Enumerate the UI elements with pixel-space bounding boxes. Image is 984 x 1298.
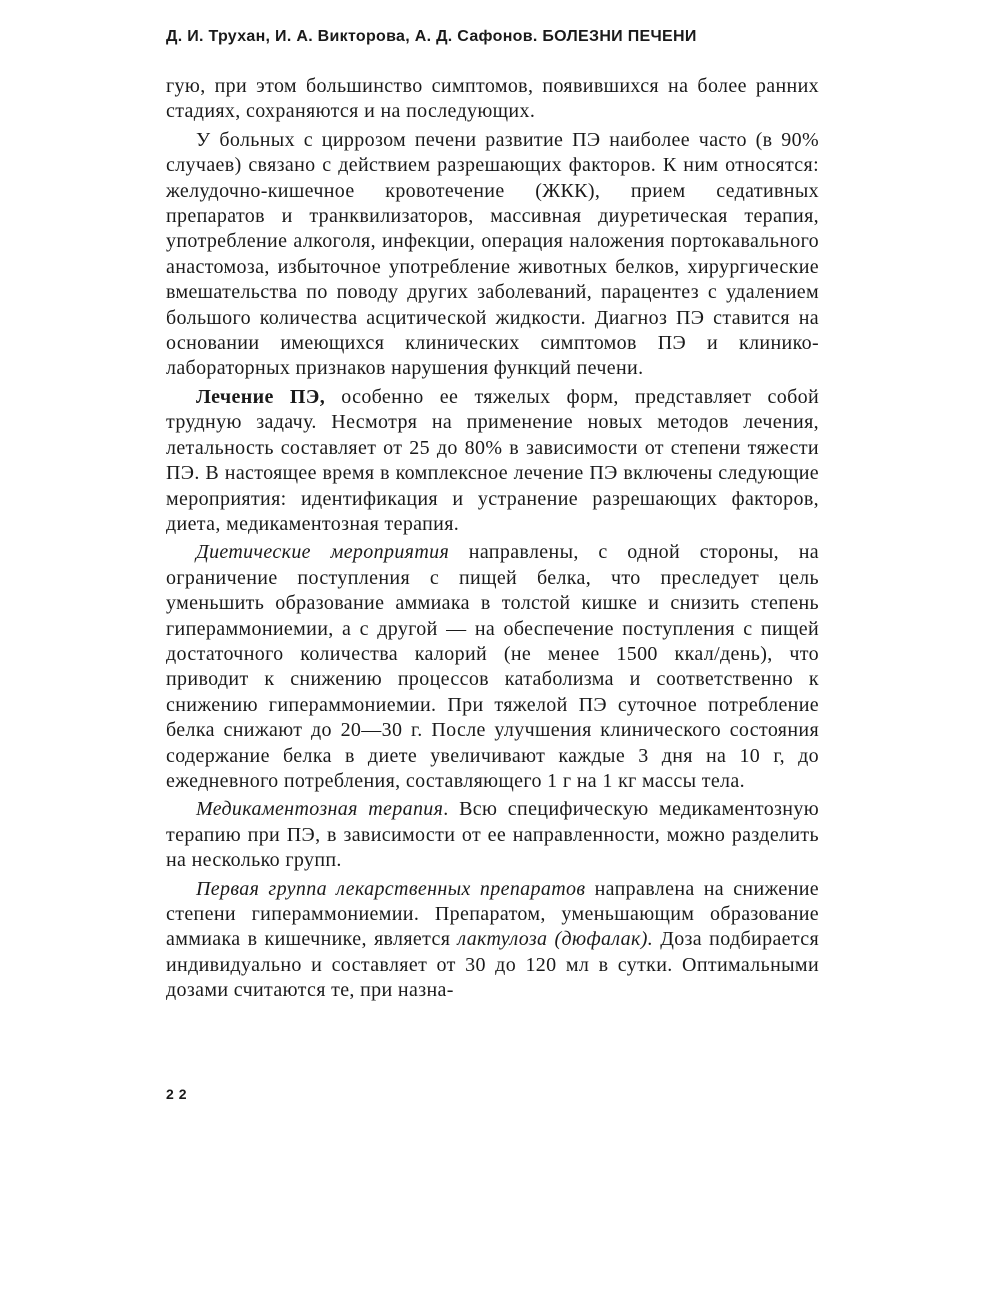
paragraph-lead-bold: Лечение ПЭ, xyxy=(196,385,326,408)
paragraph-triggering-factors xyxy=(166,128,819,382)
paragraph-diet xyxy=(166,540,819,794)
paragraph-text: . Всю специфическую медикаментозную терапию при ПЭ, в зависимости от ее направленности, можно разделить на несколько групп. xyxy=(166,798,819,872)
page-number: 22 xyxy=(166,1086,192,1102)
paragraph-lead-italic: Медикаментозная терапия xyxy=(196,798,444,821)
paragraph-lead-italic: Первая группа лекарственных препаратов xyxy=(196,877,586,900)
paragraph-drug-therapy xyxy=(166,797,819,873)
paragraph-first-group xyxy=(166,877,819,1004)
paragraph-text: направлена на снижение степени гипераммониемии. Препаратом, уменьшающим образование аммиака в кишечнике, является xyxy=(166,877,819,951)
paragraph-text: гую, при этом большинство симптомов, появившихся на более ранних стадиях, сохраняются и на последующих. xyxy=(166,75,819,123)
paragraph-treatment xyxy=(166,385,819,537)
paragraph-text: особенно ее тяжелых форм, представляет собой трудную задачу. Несмотря на применение новых методов лечения, летальность составляет от 25 до 80% в зависимости от степени тяжести ПЭ. В настоящее время в комплексное лечение ПЭ включены следующие мероприятия: идентификация и устранение разрешающих факторов, диета, медикаментозная терапия. xyxy=(166,385,819,535)
paragraph-lead-italic: Диетические мероприятия xyxy=(196,541,450,564)
paragraph-text: У больных с циррозом печени развитие ПЭ наиболее часто (в 90% случаев) связано с действием разрешающих факторов. К ним относятся: желудочно-кишечное кровотечение (ЖКК), прием седативных препаратов и транквилизаторов, массивная диуретическая терапия, употребление алкоголя, инфекции, операция наложения портокавального анастомоза, избыточное употребление животных белков, хирургические вмешательства по поводу других заболеваний, парацентез с удалением большого количества асцитической жидкости. Диагноз ПЭ ставится на основании имеющихся клинических симптомов ПЭ и клинико-лабораторных признаков нарушения функций печени. xyxy=(166,128,819,380)
paragraph-continuation xyxy=(166,74,819,125)
running-header: Д. И. Трухан, И. А. Викторова, А. Д. Сафонов. БОЛЕЗНИ ПЕЧЕНИ xyxy=(166,28,697,45)
paragraph-text: Доза подбирается индивидуально и составляет от 30 до 120 мл в сутки. Оптимальными дозами считаются те, при назна- xyxy=(166,928,820,1002)
page-body xyxy=(166,74,819,1007)
drug-name-italic: лактулоза (дюфалак). xyxy=(457,928,654,951)
paragraph-text: направлены, с одной стороны, на ограничение поступления с пищей белка, что преследует цель уменьшить образование аммиака в толстой кишке и снизить степень гипераммониемии, а с другой — на обеспечение поступления с пищей достаточного количества калорий (не менее 1500 ккал/день), что приводит к снижению процессов катаболизма и соответственно к снижению гипераммониемии. При тяжелой ПЭ суточное потребление белка снижают до 20—30 г. После улучшения клинического состояния содержание белка в диете увеличивают каждые 3 дня на 10 г, до ежедневного потребления, составляющего 1 г на 1 кг массы тела. xyxy=(166,541,819,792)
